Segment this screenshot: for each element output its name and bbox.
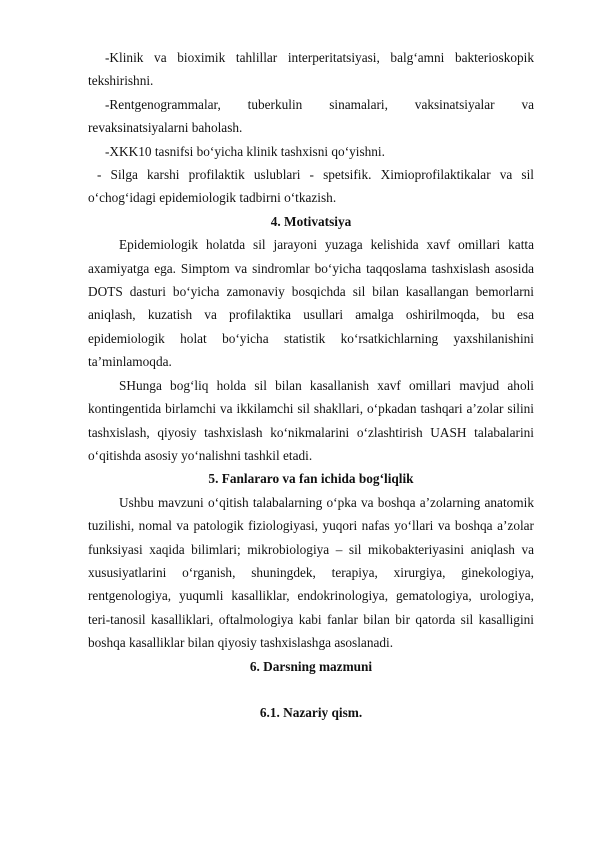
- page-content: [88, 46, 534, 725]
- section-heading-motivatsiya: 4. Motivatsiya: [270, 213, 352, 229]
- subsection-heading-nazariy: 6.1. Nazariy qism.: [259, 705, 363, 721]
- section-heading-boglilik: 5. Fanlararo va fan ichida bog‘liqlik: [208, 471, 414, 487]
- bullet-item: -XKK10 tasnifsi bo‘yicha klinik tashxisni qo‘yishni.: [105, 143, 385, 159]
- paragraph: Ushbu mavzuni o‘qitish talabalarning o‘pka va boshqa a’zolarning anatomik tuzilishi, nomal va patologik fiziologiyasi, yuqori nafas yo‘llari va boshqa a’zolar funksiyasi xaqida bilimlari; mikrobiologiya – sil mikobakteriyasini aniqlash va xususiyatlarini o‘rganish, shuningdek, terapiya, xirurgiya, ginekologiya, rentgenologiya, yuqumli kasalliklar, endokrinologiya, gematologiya, urologiya, teri-tanosil kasalliklari, oftalmologiya kabi fanlar bilan bir qatorda sil kasalligini boshqa kasalliklar bilan qiyosiy tashxislashga asoslanadi.: [88, 494, 534, 651]
- paragraph: Epidemiologik holatda sil jarayoni yuzaga kelishida xavf omillari katta axamiyatga ega. Simptom va sindromlar bo‘yicha taqqoslama tashxislash asosida DOTS dasturi bo‘yicha zamonaviy bosqichda sil bilan kasallangan bemorlarni aniqlash, kuzatish va profilaktika usullari amalga oshirilmoqda, bu esa epidemiologik holat bo‘yicha statistik ko‘rsatkichlarning yaxshilanishini ta’minlamoqda.: [88, 237, 534, 370]
- paragraph: SHunga bog‘liq holda sil bilan kasallanish xavf omillari mavjud aholi kontingentida birlamchi va ikkilamchi sil shakllari, o‘pkadan tashqari a’zolar silini tashxislash, qiyosiy tashxislash ko‘nikmalarini o‘zlashtirish UASH talabalarini o‘qitishda asosiy yo‘nalishni tashkil etadi.: [88, 377, 534, 463]
- bullet-item: -Klinik va bioximik tahlillar interperitatsiyasi, balg‘amni bakterioskopik tekshirishni.: [88, 50, 534, 89]
- bullet-item: -Rentgenogrammalar, tuberkulin sinamalari, vaksinatsiyalar va revaksinatsiyalarni baholash.: [88, 96, 534, 136]
- bullet-item: - Silga karshi profilaktik uslublari - spetsifik. Ximioprofilaktikalar va sil o‘chog‘idagi epidemiologik tadbirni o‘tkazish.: [88, 167, 534, 206]
- section-heading-mazmuni: 6. Darsning mazmuni: [249, 658, 373, 674]
- blank-line: [88, 678, 534, 701]
